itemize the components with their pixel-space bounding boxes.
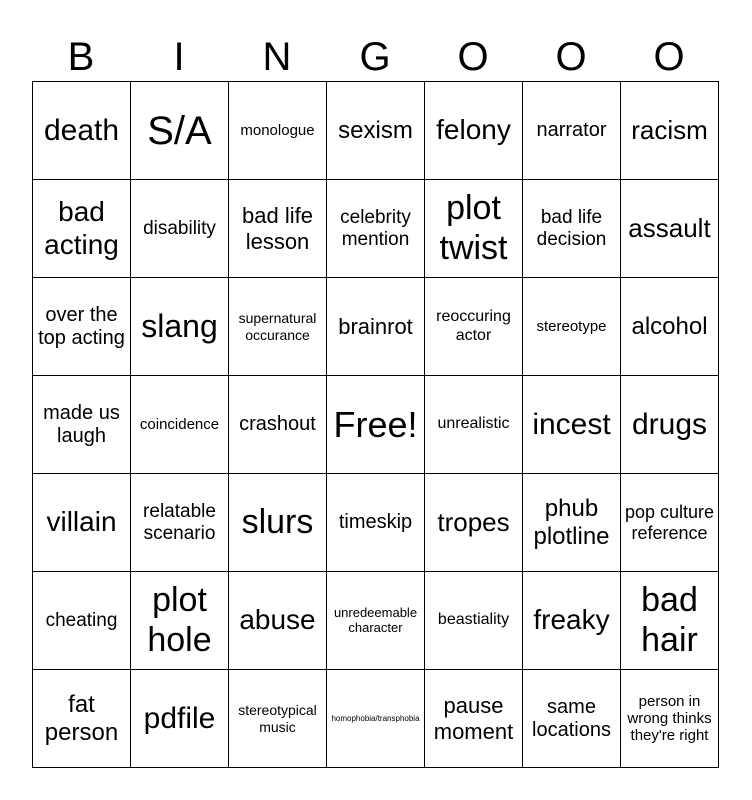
bingo-cell[interactable]: assault (621, 180, 719, 278)
bingo-board (32, 81, 719, 768)
bingo-cell[interactable]: tropes (425, 474, 523, 572)
bingo-cell[interactable]: S/A (131, 82, 229, 180)
bingo-cell[interactable]: incest (523, 376, 621, 474)
bingo-cell[interactable]: celebrity mention (327, 180, 425, 278)
bingo-cell[interactable]: narrator (523, 82, 621, 180)
bingo-cell[interactable]: bad life lesson (229, 180, 327, 278)
bingo-cell[interactable]: person in wrong thinks they're right (621, 670, 719, 768)
bingo-cell[interactable]: over the top acting (33, 278, 131, 376)
header-letter: O (653, 35, 685, 79)
bingo-cell[interactable]: villain (33, 474, 131, 572)
bingo-cell[interactable]: crashout (229, 376, 327, 474)
bingo-cell[interactable]: alcohol (621, 278, 719, 376)
bingo-cell[interactable]: monologue (229, 82, 327, 180)
bingo-cell[interactable]: fat person (33, 670, 131, 768)
bingo-cell[interactable]: plot hole (131, 572, 229, 670)
bingo-cell[interactable]: bad acting (33, 180, 131, 278)
header-letter: I (173, 35, 185, 79)
bingo-cell[interactable]: pdfile (131, 670, 229, 768)
header-letter: O (457, 35, 489, 79)
bingo-cell[interactable]: Free! (327, 376, 425, 474)
bingo-cell[interactable]: homophobia/transphobia (327, 670, 425, 768)
bingo-cell[interactable]: same locations (523, 670, 621, 768)
bingo-cell[interactable]: brainrot (327, 278, 425, 376)
bingo-cell[interactable]: slang (131, 278, 229, 376)
bingo-cell[interactable]: beastiality (425, 572, 523, 670)
bingo-cell[interactable]: unrealistic (425, 376, 523, 474)
bingo-cell[interactable]: timeskip (327, 474, 425, 572)
header-letter: G (359, 35, 391, 79)
bingo-cell[interactable]: sexism (327, 82, 425, 180)
bingo-cell[interactable]: racism (621, 82, 719, 180)
bingo-cell[interactable]: made us laugh (33, 376, 131, 474)
bingo-cell[interactable]: abuse (229, 572, 327, 670)
bingo-cell[interactable]: supernatural occurance (229, 278, 327, 376)
bingo-cell[interactable]: felony (425, 82, 523, 180)
bingo-header (32, 32, 718, 82)
bingo-cell[interactable]: bad life decision (523, 180, 621, 278)
bingo-cell[interactable]: drugs (621, 376, 719, 474)
bingo-cell[interactable]: unredeemable character (327, 572, 425, 670)
bingo-cell[interactable]: stereotype (523, 278, 621, 376)
bingo-cell[interactable]: slurs (229, 474, 327, 572)
bingo-cell[interactable]: plot twist (425, 180, 523, 278)
bingo-cell[interactable]: cheating (33, 572, 131, 670)
bingo-cell[interactable]: phub plotline (523, 474, 621, 572)
bingo-cell[interactable]: death (33, 82, 131, 180)
bingo-cell[interactable]: bad hair (621, 572, 719, 670)
bingo-cell[interactable]: reoccuring actor (425, 278, 523, 376)
header-letter: B (67, 35, 95, 79)
bingo-cell[interactable]: stereotypical music (229, 670, 327, 768)
bingo-cell[interactable]: coincidence (131, 376, 229, 474)
bingo-cell[interactable]: freaky (523, 572, 621, 670)
bingo-cell[interactable]: disability (131, 180, 229, 278)
header-letter: O (555, 35, 587, 79)
bingo-cell[interactable]: pop culture reference (621, 474, 719, 572)
bingo-cell[interactable]: relatable scenario (131, 474, 229, 572)
header-letter: N (262, 35, 292, 79)
bingo-cell[interactable]: pause moment (425, 670, 523, 768)
